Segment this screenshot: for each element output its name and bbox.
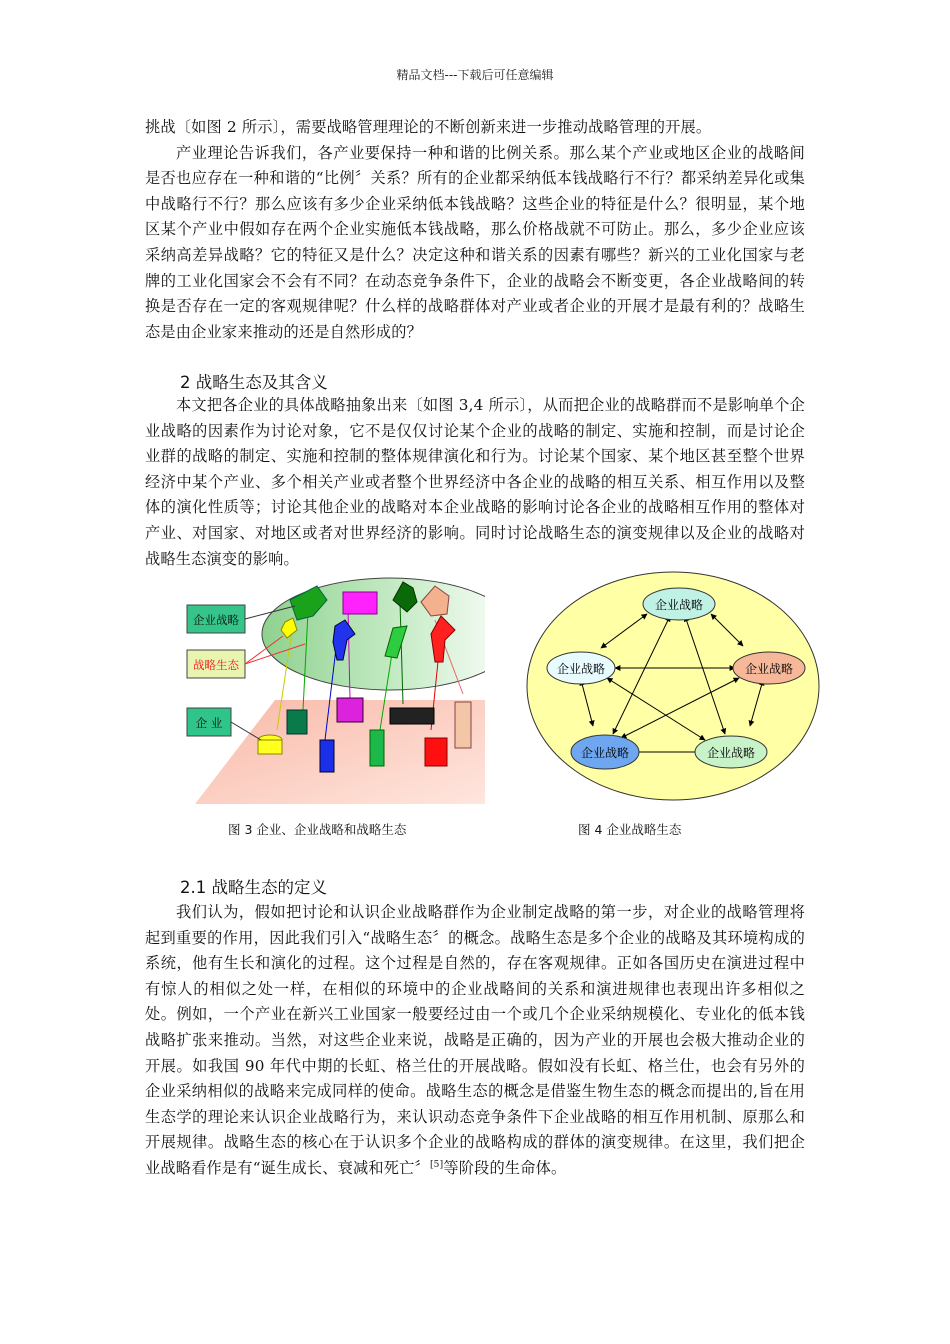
intro-paragraph: 产业理论告诉我们，各产业要保持一种和谐的比例关系。那么某个产业或地区企业的战略间是否也应存在一种和谐的“比例〞关系？所有的企业都采纳低本钱战略行不行？都采纳差异化或集中战略行不行？那么应该有多少企业采纳低本钱战略？这些企业的特征是什么？很明显，某个地区某个产业中假如存在两个企业实施低本钱战略，那么价格战就不可防止。那么，多少企业应该采纳高差异战略？它的特征又是什么？决定这种和谐关系的因素有哪些？新兴的工业化国家与老牌的工业化国家会不会有不同？在动态竞争条件下，企业的战略会不断变更，各企业战略间的转换是否存在一定的客观规律呢？什么样的战略群体对产业或者企业的开展才是最有利的？战略生态是由企业家来推动的还是自然形成的？: [145, 143, 805, 341]
figure-3-diagram: [185, 572, 485, 804]
figure-4-caption: 图 4 企业战略生态: [578, 822, 682, 837]
intro-line: 挑战〔如图 2 所示〕，需要战略管理理论的不断创新来进一步推动战略管理的开展。: [145, 118, 712, 136]
section-2-1-body: 我们认为，假如把讨论和认识企业战略群作为企业制定战略的第一步，对企业的战略管理将起到重要的作用，因此我们引入“战略生态〞的概念。战略生态是多个企业的战略及其环境构成的系统，他有生长和演化的过程。这个过程是自然的，存在客观规律。正如各国历史在演进过程中有惊人的相似之处一样，在相似的环境中的企业战略间的关系和演进规律也表现出许多相似之处。例如，一个产业在新兴工业国家一般要经过由一个或几个企业采纳规模化、专业化的低本钱战略扩张来推动。当然，对这些企业来说，战略是正确的，因为产业的开展也会极大推动企业的开展。如我国 90 年代中期的长虹、格兰仕的开展战略。假如没有长虹、格兰仕，也会有另外的企业采纳相似的战略来完成同样的使命。战略生态的概念是借鉴生物生态的概念而提出的,旨在用生态学的理论来认识企业战略行为，来认识动态竞争条件下企业战略的相互作用机制、原那么和开展规律。战略生态的核心在于认识多个企业的战略构成的群体的演变规律。在这里，我们把企业战略看作是有“诞生成长、衰减和死亡〞: [145, 903, 805, 1177]
node-label-bottom-right: 企业战略: [706, 746, 756, 760]
section-2-1-paragraph: [145, 900, 805, 1182]
label-enterprise-strategy: 企业战略: [193, 613, 239, 627]
section-2-1-text: [145, 900, 805, 1182]
citation-ref: [5]: [429, 1159, 444, 1170]
section-2-1-heading: 2.1 战略生态的定义: [180, 878, 327, 897]
label-strategy-ecology: 战略生态: [193, 658, 239, 672]
figure-4-diagram: [525, 570, 825, 804]
label-enterprise: 企 业: [195, 716, 223, 730]
figure-3-caption: 图 3 企业、企业战略和战略生态: [228, 822, 407, 837]
node-label-left: 企业战略: [556, 662, 606, 676]
section-2-paragraph: 本文把各企业的具体战略抽象出来〔如图 3,4 所示〕，从而把企业的战略群而不是影响单个企业战略的因素作为讨论对象，它不是仅仅讨论某个企业的战略的制定、实施和控制，而是讨论企业群的战略的制定、实施和控制的整体规律演化和行为。讨论某个国家、某个地区甚至整个世界经济中某个产业、多个相关产业或者整个世界经济中各企业的战略的相互关系、相互作用以及整体的演化性质等；讨论其他企业的战略对本企业战略的影响讨论各企业的战略相互作用的整体对产业、对国家、对地区或者对世界经济的影响。同时讨论战略生态的演变规律以及企业的战略对战略生态演变的影响。: [145, 396, 805, 568]
node-label-top: 企业战略: [654, 598, 704, 612]
page-header: 精品文档---下载后可任意编辑: [396, 68, 554, 82]
node-label-bottom-left: 企业战略: [580, 746, 630, 760]
section-2-1-tail: 等阶段的生命体。: [443, 1158, 567, 1177]
node-label-right: 企业战略: [744, 662, 794, 676]
section-2-heading: 2 战略生态及其含义: [180, 373, 328, 392]
intro-text: [145, 115, 805, 345]
section-2-text: [145, 393, 805, 572]
